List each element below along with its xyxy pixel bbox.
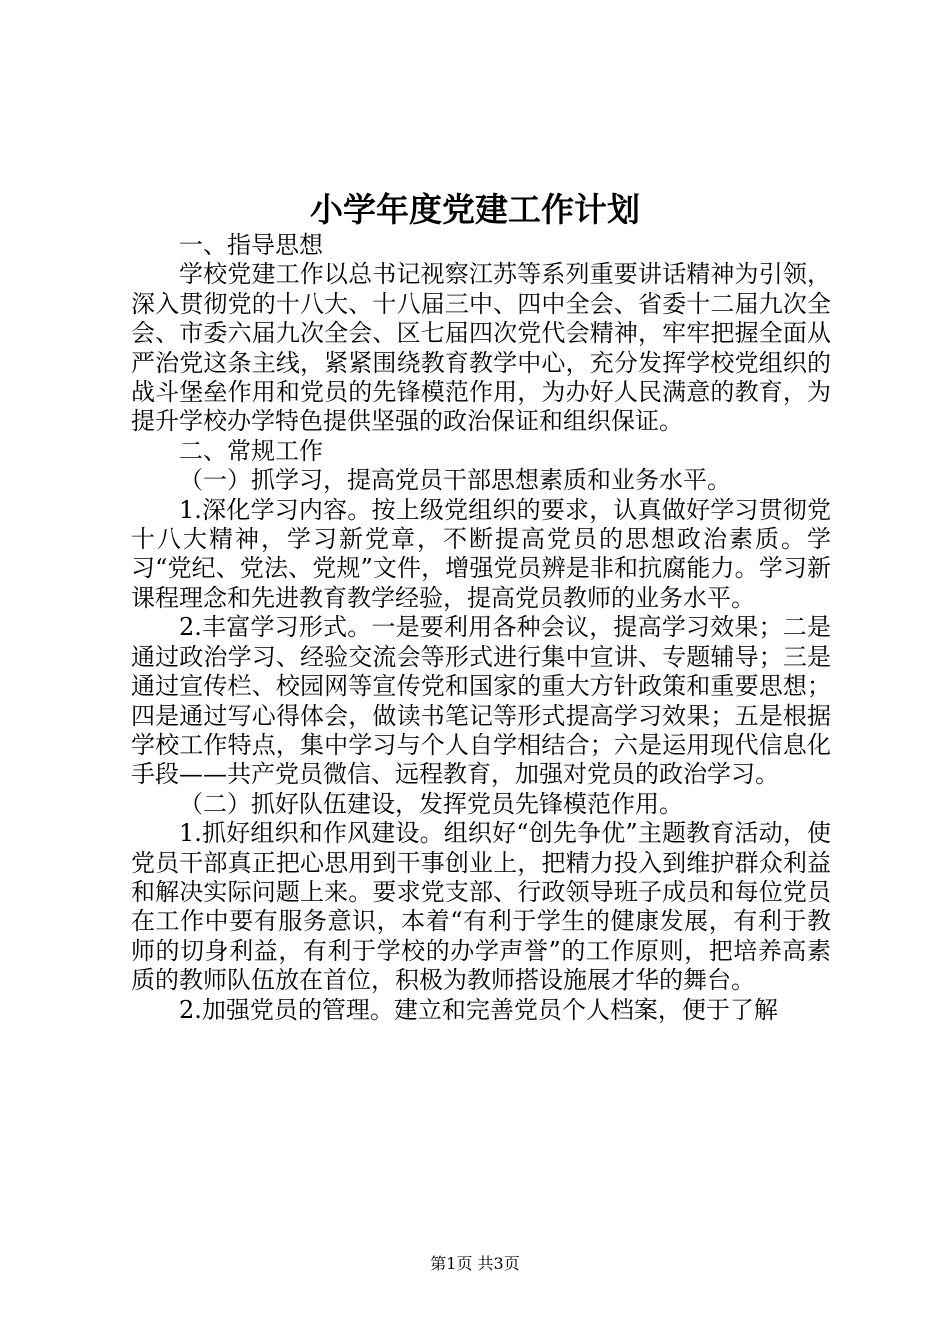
paragraph: 1.抓好组织和作风建设。组织好“创先争优”主题教育活动，使党员干部真正把心思用到干事创业上，把精力投入到维护群众利益和解决实际问题上来。要求党支部、行政领导班子成员和每位党员在工作中要有服务意识，本着“有利于学生的健康发展，有利于教师的切身利益，有利于学校的办学声誉”的工作原则，把培养高素质的教师队伍放在首位，积极为教师搭设施展才华的舞台。 xyxy=(131,819,831,995)
subsection-heading: （二）抓好队伍建设，发挥党员先锋模范作用。 xyxy=(179,789,683,818)
document-title: 小学年度党建工作计划 xyxy=(310,190,640,229)
document-body xyxy=(131,231,831,1025)
page-footer: 第1页 共3页 xyxy=(430,1254,520,1273)
paragraph: 1.深化学习内容。按上级党组织的要求，认真做好学习贯彻党十八大精神，学习新党章，不断提高党员的思想政治素质。学习“党纪、党法、党规”文件，增强党员辨是非和抗腐能力。学习新课程理念和先进教育教学经验，提高党员教师的业务水平。 xyxy=(131,495,831,612)
section-heading: 一、指导思想 xyxy=(179,231,323,259)
subsection-heading: （一）抓学习，提高党员干部思想素质和业务水平。 xyxy=(179,466,731,495)
paragraph: 2.加强党员的管理。建立和完善党员个人档案，便于了解 xyxy=(179,995,778,1024)
paragraph: 2.丰富学习形式。一是要利用各种会议，提高学习效果；二是通过政治学习、经验交流会等形式进行集中宣讲、专题辅导；三是通过宣传栏、校园网等宣传党和国家的重大方针政策和重要思想；四是通过写心得体会，做读书笔记等形式提高学习效果；五是根据学校工作特点，集中学习与个人自学相结合；六是运用现代信息化手段——共产党员微信、远程教育，加强对党员的政治学习。 xyxy=(131,613,831,789)
section-heading: 二、常规工作 xyxy=(179,436,323,465)
paragraph: 学校党建工作以总书记视察江苏等系列重要讲话精神为引领，深入贯彻党的十八大、十八届三中、四中全会、省委十二届九次全会、市委六届九次全会、区七届四次党代会精神，牢牢把握全面从严治党这条主线，紧紧围绕教育教学中心，充分发挥学校党组织的战斗堡垒作用和党员的先锋模范作用，为办好人民满意的教育，为提升学校办学特色提供坚强的政治保证和组织保证。 xyxy=(131,260,831,436)
